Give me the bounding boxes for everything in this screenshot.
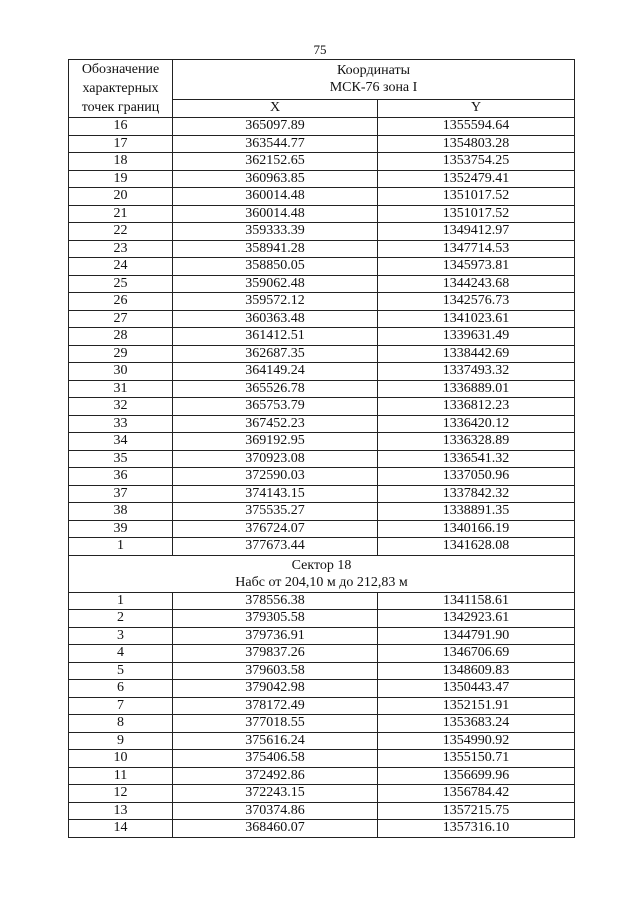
x-coordinate-cell: 379736.91 [173,627,378,645]
point-number-cell: 21 [69,205,173,223]
designation-header-line3: точек границ [81,100,160,115]
y-coordinate-cell: 1357215.75 [378,802,575,820]
x-coordinate-cell: 360014.48 [173,188,378,206]
y-coordinate-cell: 1346706.69 [378,645,575,663]
table-row [69,450,575,468]
table-row [69,468,575,486]
point-number-cell: 27 [69,310,173,328]
point-number-cell: 26 [69,293,173,311]
point-number-cell: 1 [69,538,173,556]
x-coordinate-cell: 378556.38 [173,592,378,610]
y-coordinate-cell: 1351017.52 [378,188,575,206]
y-coordinate-cell: 1336541.32 [378,450,575,468]
y-coordinate-cell: 1338442.69 [378,345,575,363]
point-number-cell: 7 [69,697,173,715]
y-column-header: Y [378,99,575,117]
point-number-cell: 5 [69,662,173,680]
x-coordinate-cell: 360363.48 [173,310,378,328]
point-number-cell: 17 [69,135,173,153]
table-row [69,767,575,785]
y-coordinate-cell: 1349412.97 [378,223,575,241]
table-row [69,380,575,398]
y-coordinate-cell: 1344791.90 [378,627,575,645]
y-coordinate-cell: 1354990.92 [378,732,575,750]
point-number-cell: 25 [69,275,173,293]
y-coordinate-cell: 1344243.68 [378,275,575,293]
coordinates-header-line1: Координаты [337,63,410,79]
point-number-cell: 1 [69,592,173,610]
table-row [69,398,575,416]
point-number-cell: 10 [69,750,173,768]
table-row [69,293,575,311]
y-coordinate-cell: 1336420.12 [378,415,575,433]
table-header-row [69,60,575,100]
point-number-cell: 3 [69,627,173,645]
point-number-cell: 32 [69,398,173,416]
x-coordinate-cell: 379837.26 [173,645,378,663]
y-coordinate-cell: 1336812.23 [378,398,575,416]
y-coordinate-cell: 1355594.64 [378,118,575,136]
point-number-cell: 18 [69,153,173,171]
x-coordinate-cell: 359062.48 [173,275,378,293]
y-coordinate-cell: 1353754.25 [378,153,575,171]
point-number-cell: 35 [69,450,173,468]
x-coordinate-cell: 379305.58 [173,610,378,628]
y-coordinate-cell: 1336328.89 [378,433,575,451]
point-number-cell: 37 [69,485,173,503]
y-coordinate-cell: 1352151.91 [378,697,575,715]
point-number-cell: 4 [69,645,173,663]
table-row [69,153,575,171]
point-number-cell: 38 [69,503,173,521]
x-coordinate-cell: 375616.24 [173,732,378,750]
x-coordinate-cell: 363544.77 [173,135,378,153]
point-number-cell: 23 [69,240,173,258]
point-number-cell: 29 [69,345,173,363]
table-row [69,310,575,328]
point-number-cell: 33 [69,415,173,433]
table-row [69,750,575,768]
y-coordinate-cell: 1350443.47 [378,680,575,698]
table-row [69,223,575,241]
table-row [69,135,575,153]
y-coordinate-cell: 1348609.83 [378,662,575,680]
table-row [69,188,575,206]
table-row [69,345,575,363]
point-number-cell: 16 [69,118,173,136]
y-coordinate-cell: 1345973.81 [378,258,575,276]
x-coordinate-cell: 372492.86 [173,767,378,785]
table-row [69,258,575,276]
x-coordinate-cell: 368460.07 [173,820,378,838]
y-coordinate-cell: 1347714.53 [378,240,575,258]
table-row [69,645,575,663]
x-coordinate-cell: 369192.95 [173,433,378,451]
x-coordinate-cell: 370923.08 [173,450,378,468]
y-coordinate-cell: 1342923.61 [378,610,575,628]
point-number-cell: 31 [69,380,173,398]
x-coordinate-cell: 375535.27 [173,503,378,521]
table-row [69,205,575,223]
point-number-cell: 9 [69,732,173,750]
y-coordinate-cell: 1355150.71 [378,750,575,768]
y-coordinate-cell: 1351017.52 [378,205,575,223]
table-row [69,240,575,258]
coordinates-table [68,59,575,838]
y-coordinate-cell: 1341023.61 [378,310,575,328]
table-row [69,680,575,698]
table-row [69,363,575,381]
y-coordinate-cell: 1336889.01 [378,380,575,398]
point-number-cell: 20 [69,188,173,206]
table-row [69,662,575,680]
table-row [69,802,575,820]
y-coordinate-cell: 1353683.24 [378,715,575,733]
y-coordinate-cell: 1338891.35 [378,503,575,521]
x-coordinate-cell: 372590.03 [173,468,378,486]
table-row [69,328,575,346]
y-coordinate-cell: 1340166.19 [378,520,575,538]
table-row [69,170,575,188]
x-coordinate-cell: 358850.05 [173,258,378,276]
point-number-cell: 24 [69,258,173,276]
table-row [69,433,575,451]
point-number-cell: 34 [69,433,173,451]
x-coordinate-cell: 360963.85 [173,170,378,188]
x-coordinate-cell: 358941.28 [173,240,378,258]
point-number-cell: 8 [69,715,173,733]
section-title: Сектор 18 [291,557,352,573]
table-row [69,820,575,838]
point-number-cell: 6 [69,680,173,698]
x-coordinate-cell: 365753.79 [173,398,378,416]
point-number-cell: 11 [69,767,173,785]
table-row [69,275,575,293]
table-row [69,118,575,136]
point-number-cell: 39 [69,520,173,538]
x-coordinate-cell: 364149.24 [173,363,378,381]
y-coordinate-cell: 1341628.08 [378,538,575,556]
y-coordinate-cell: 1337842.32 [378,485,575,503]
x-coordinate-cell: 370374.86 [173,802,378,820]
point-number-cell: 2 [69,610,173,628]
point-number-cell: 19 [69,170,173,188]
y-coordinate-cell: 1342576.73 [378,293,575,311]
table-row [69,415,575,433]
point-number-cell: 14 [69,820,173,838]
page-number: 75 [313,42,327,57]
table-row [69,538,575,556]
y-coordinate-cell: 1356784.42 [378,785,575,803]
y-coordinate-cell: 1352479.41 [378,170,575,188]
table-row [69,610,575,628]
table-row [69,732,575,750]
x-coordinate-cell: 362687.35 [173,345,378,363]
designation-header-line1: Обозначение [81,62,160,77]
x-coordinate-cell: 379603.58 [173,662,378,680]
x-coordinate-cell: 365526.78 [173,380,378,398]
section-row [69,555,575,592]
designation-header-line2: характерных [82,81,159,96]
table-row [69,697,575,715]
table-row [69,592,575,610]
x-coordinate-cell: 359572.12 [173,293,378,311]
x-coordinate-cell: 376724.07 [173,520,378,538]
table-row [69,503,575,521]
table-row [69,520,575,538]
point-number-cell: 12 [69,785,173,803]
x-coordinate-cell: 365097.89 [173,118,378,136]
x-coordinate-cell: 375406.58 [173,750,378,768]
y-coordinate-cell: 1357316.10 [378,820,575,838]
y-coordinate-cell: 1354803.28 [378,135,575,153]
coordinates-header-line2: МСК-76 зона I [329,80,418,96]
point-number-cell: 30 [69,363,173,381]
x-column-header: X [173,99,378,117]
x-coordinate-cell: 379042.98 [173,680,378,698]
x-coordinate-cell: 377673.44 [173,538,378,556]
x-coordinate-cell: 378172.49 [173,697,378,715]
y-coordinate-cell: 1339631.49 [378,328,575,346]
table-row [69,715,575,733]
point-number-cell: 36 [69,468,173,486]
y-coordinate-cell: 1337493.32 [378,363,575,381]
point-number-cell: 22 [69,223,173,241]
table-row [69,627,575,645]
x-coordinate-cell: 362152.65 [173,153,378,171]
x-coordinate-cell: 359333.39 [173,223,378,241]
section-height-range: Набс от 204,10 м до 212,83 м [235,574,408,590]
y-coordinate-cell: 1356699.96 [378,767,575,785]
designation-header [69,60,173,118]
section-header [69,555,575,592]
y-coordinate-cell: 1341158.61 [378,592,575,610]
table-row [69,785,575,803]
x-coordinate-cell: 361412.51 [173,328,378,346]
x-coordinate-cell: 372243.15 [173,785,378,803]
x-coordinate-cell: 377018.55 [173,715,378,733]
point-number-cell: 28 [69,328,173,346]
coordinates-header [173,60,575,100]
x-coordinate-cell: 367452.23 [173,415,378,433]
table-row [69,485,575,503]
y-coordinate-cell: 1337050.96 [378,468,575,486]
x-coordinate-cell: 374143.15 [173,485,378,503]
point-number-cell: 13 [69,802,173,820]
x-coordinate-cell: 360014.48 [173,205,378,223]
